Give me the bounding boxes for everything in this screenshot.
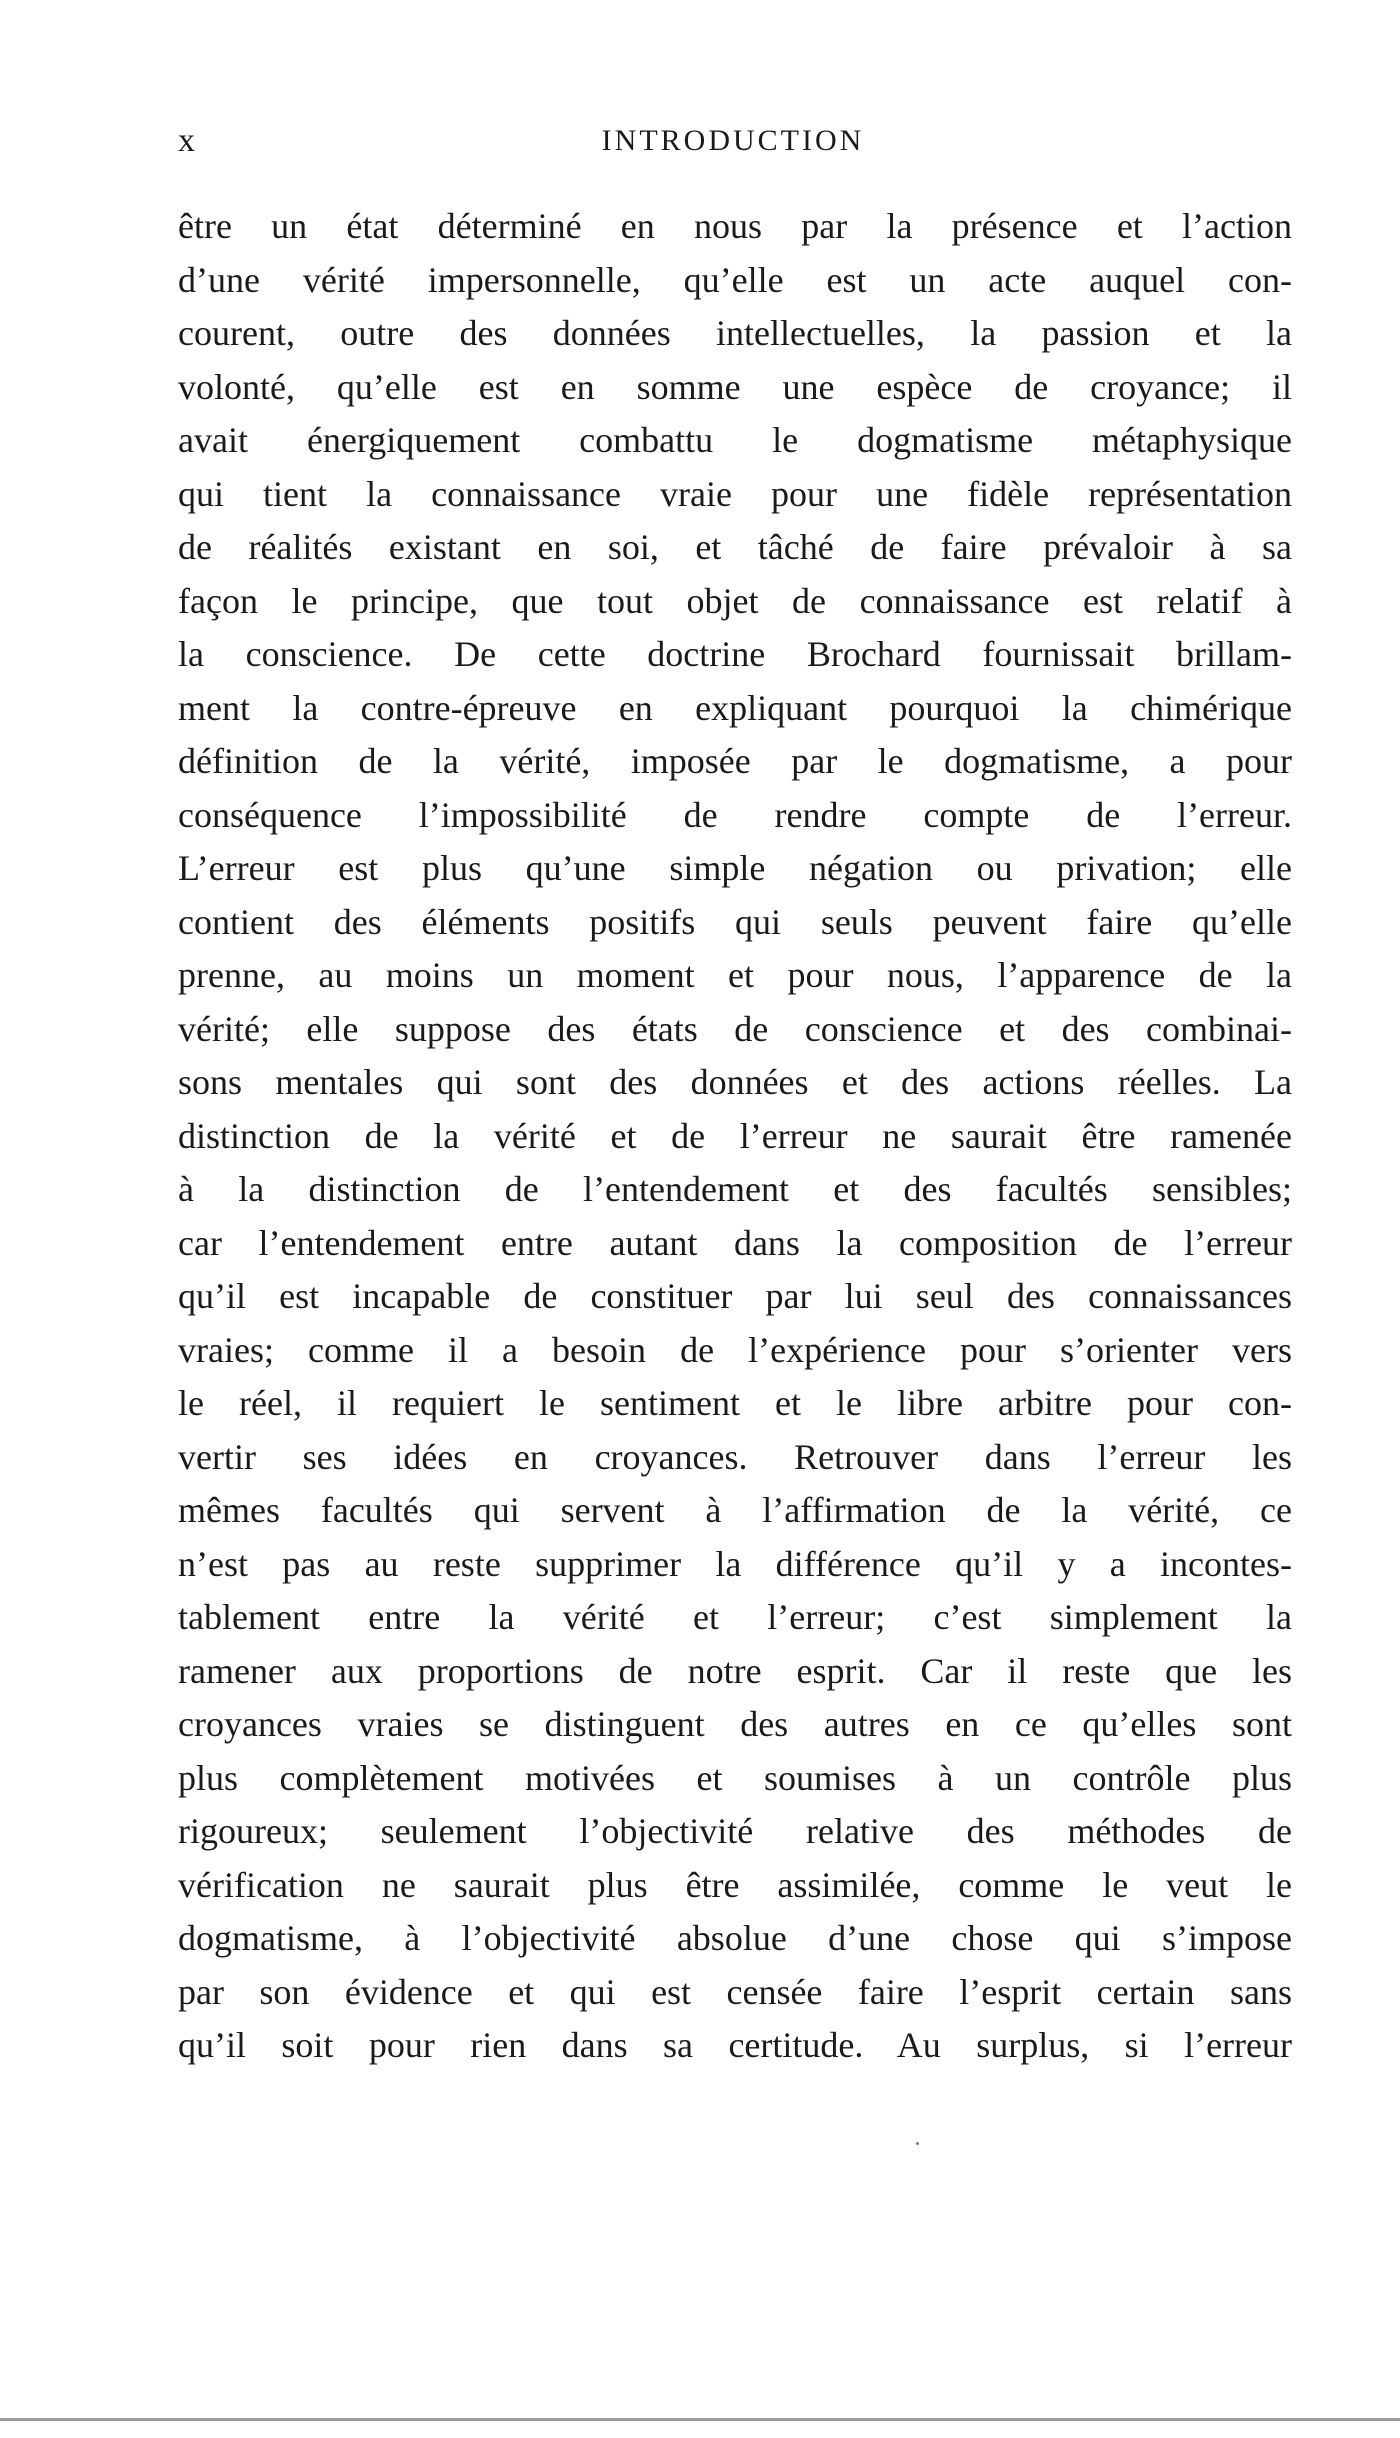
text-line: ramener aux proportions de notre esprit. Car il reste que les — [178, 1650, 1292, 1691]
text-line: le réel, il requiert le sentiment et le libre arbitre pour con- — [178, 1383, 1292, 1423]
text-line: prenne, au moins un moment et pour nous, l’apparence de la — [178, 955, 1292, 995]
text-line: distinction de la vérité et de l’erreur ne saurait être ramenée — [178, 1115, 1292, 1156]
text-line: plus complètement motivées et soumises à un contrôle plus — [178, 1757, 1292, 1798]
scan-edge-line — [0, 2418, 1400, 2421]
running-title: INTRODUCTION — [601, 124, 865, 157]
text-line: car l’entendement entre autant dans la composition de l’erreur — [178, 1222, 1292, 1263]
body-text — [178, 200, 1292, 2073]
text-line: d’une vérité impersonnelle, qu’elle est un acte auquel con- — [178, 259, 1292, 300]
text-line: façon le principe, que tout objet de connaissance est relatif à — [178, 580, 1292, 621]
text-line: rigoureux; seulement l’objectivité relative des méthodes de — [178, 1811, 1292, 1851]
text-line: sons mentales qui sont des données et des actions réelles. La — [178, 1062, 1292, 1102]
text-line: contient des éléments positifs qui seuls peuvent faire qu’elle — [178, 901, 1292, 942]
text-line: qu’il soit pour rien dans sa certitude. Au surplus, si l’erreur — [178, 2025, 1292, 2065]
text-line: volonté, qu’elle est en somme une espèce de croyance; il — [178, 366, 1292, 407]
text-line: avait énergiquement combattu le dogmatisme métaphysique — [178, 420, 1292, 460]
text-line: courent, outre des données intellectuelles, la passion et la — [178, 313, 1292, 353]
print-speck — [916, 2142, 919, 2145]
text-line: conséquence l’impossibilité de rendre compte de l’erreur. — [178, 794, 1292, 835]
running-head — [178, 122, 1288, 168]
text-line: dogmatisme, à l’objectivité absolue d’une chose qui s’impose — [178, 1918, 1292, 1958]
text-line: qui tient la connaissance vraie pour une fidèle représentation — [178, 473, 1292, 514]
text-line: la conscience. De cette doctrine Brochard fournissait brillam- — [178, 634, 1292, 674]
text-line: tablement entre la vérité et l’erreur; c’est simplement la — [178, 1597, 1292, 1637]
text-line: L’erreur est plus qu’une simple négation ou privation; elle — [178, 848, 1292, 888]
text-line: de réalités existant en soi, et tâché de faire prévaloir à sa — [178, 527, 1292, 567]
text-line: ment la contre-épreuve en expliquant pourquoi la chimérique — [178, 687, 1292, 728]
text-line: par son évidence et qui est censée faire l’esprit certain sans — [178, 1971, 1292, 2012]
text-line: qu’il est incapable de constituer par lui seul des connaissances — [178, 1276, 1292, 1316]
text-line: vérité; elle suppose des états de conscience et des combinai- — [178, 1008, 1292, 1049]
text-line: vertir ses idées en croyances. Retrouver dans l’erreur les — [178, 1436, 1292, 1477]
text-line: définition de la vérité, imposée par le dogmatisme, a pour — [178, 741, 1292, 781]
text-line: être un état déterminé en nous par la présence et l’action — [178, 206, 1292, 246]
text-line: croyances vraies se distinguent des autres en ce qu’elles sont — [178, 1704, 1292, 1744]
text-line: mêmes facultés qui servent à l’affirmation de la vérité, ce — [178, 1490, 1292, 1530]
text-line: à la distinction de l’entendement et des facultés sensibles; — [178, 1169, 1292, 1209]
page-number: x — [178, 122, 196, 159]
text-line: vraies; comme il a besoin de l’expérience pour s’orienter vers — [178, 1329, 1292, 1370]
text-line: vérification ne saurait plus être assimilée, comme le veut le — [178, 1864, 1292, 1905]
text-line: n’est pas au reste supprimer la différence qu’il y a incontes- — [178, 1543, 1292, 1584]
